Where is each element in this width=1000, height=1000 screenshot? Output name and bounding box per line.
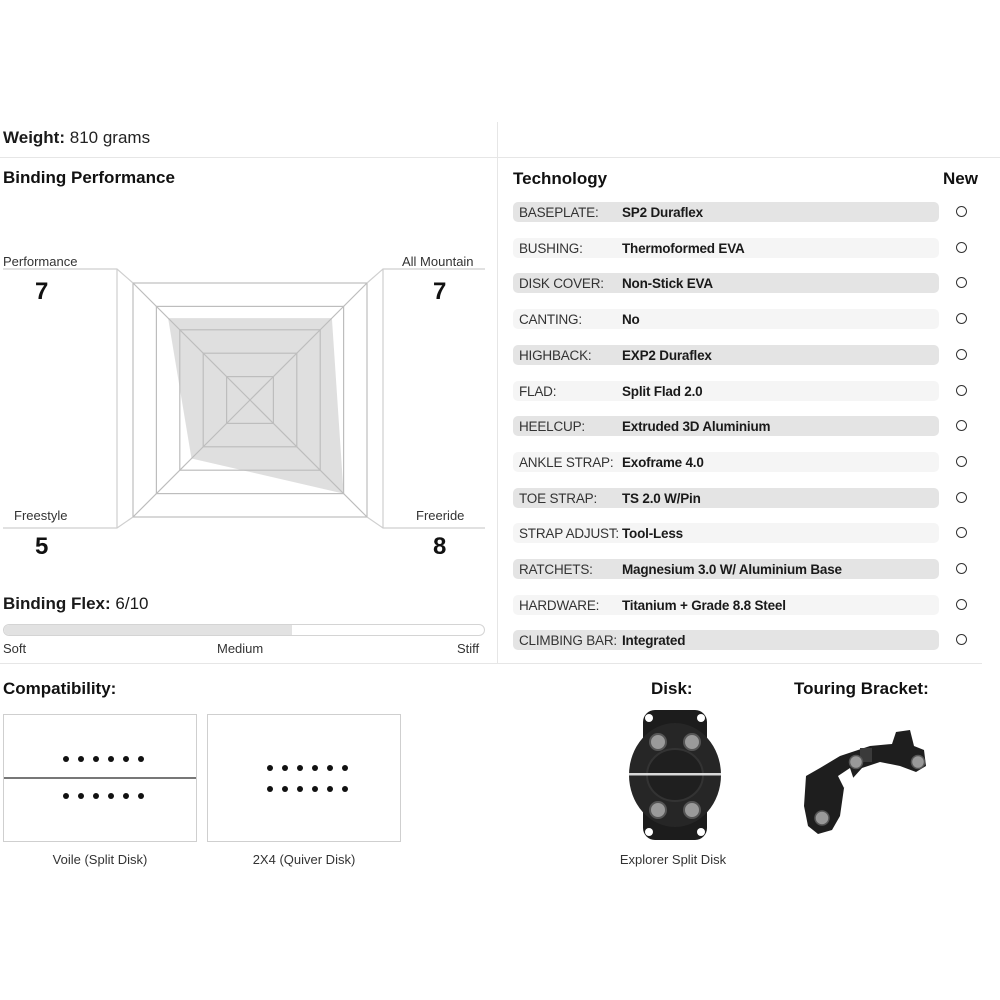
- divider-bottom: [0, 663, 982, 664]
- tech-value: Titanium + Grade 8.8 Steel: [622, 597, 786, 613]
- tech-value: Integrated: [622, 632, 686, 648]
- tech-key: HEELCUP:: [519, 418, 585, 434]
- axis-label-freestyle: Freestyle: [14, 508, 68, 523]
- hole-dot: [312, 786, 318, 792]
- disk-title: Disk:: [651, 679, 693, 698]
- new-indicator-circle-icon: [956, 313, 967, 324]
- axis-value-performance: 7: [35, 278, 49, 305]
- tech-row: [513, 523, 939, 543]
- new-indicator-circle-icon: [956, 385, 967, 396]
- new-column-header: New: [943, 169, 978, 188]
- weight-label: Weight:: [3, 128, 66, 147]
- hole-dot: [78, 756, 84, 762]
- hole-dot: [342, 765, 348, 771]
- tech-key: HIGHBACK:: [519, 347, 592, 363]
- compatibility-title: Compatibility:: [3, 679, 117, 698]
- compat-voile-caption: Voile (Split Disk): [52, 852, 148, 867]
- hole-row-top: [267, 765, 348, 771]
- radar-chart: [0, 260, 497, 540]
- weight: [3, 128, 150, 148]
- tech-value: Split Flad 2.0: [622, 383, 703, 399]
- hole-dot: [78, 793, 84, 799]
- tech-value: Magnesium 3.0 W/ Aluminium Base: [622, 561, 842, 577]
- hole-dot: [108, 756, 114, 762]
- divider-vertical: [497, 122, 498, 663]
- compat-2x4-diagram: [207, 714, 401, 842]
- hole-dot: [267, 786, 273, 792]
- new-indicator-circle-icon: [956, 492, 967, 503]
- tech-value: TS 2.0 W/Pin: [622, 490, 701, 506]
- hole-dot: [123, 793, 129, 799]
- axis-value-all-mountain: 7: [433, 278, 447, 305]
- tech-key: RATCHETS:: [519, 561, 593, 577]
- tech-row: [513, 488, 939, 508]
- tech-row: [513, 452, 939, 472]
- tech-row: [513, 381, 939, 401]
- leader-line-freeride: [367, 517, 485, 528]
- tech-row: [513, 345, 939, 365]
- tech-key: CLIMBING BAR:: [519, 632, 617, 648]
- new-indicator-circle-icon: [956, 563, 967, 574]
- tech-value: Extruded 3D Aluminium: [622, 418, 771, 434]
- compat-2x4-caption: 2X4 (Quiver Disk): [252, 852, 356, 867]
- hole-dot: [138, 793, 144, 799]
- compat-voile-diagram: [3, 714, 197, 842]
- axis-value-freestyle: 5: [35, 533, 49, 560]
- tech-key: FLAD:: [519, 383, 557, 399]
- hole-dot: [297, 765, 303, 771]
- new-indicator-circle-icon: [956, 206, 967, 217]
- flex-scale-medium: Medium: [217, 641, 264, 656]
- new-indicator-circle-icon: [956, 634, 967, 645]
- hole-row-bottom: [267, 786, 348, 792]
- tech-row: [513, 630, 939, 650]
- tech-row: [513, 309, 939, 329]
- divider-weight: [0, 157, 1000, 158]
- tech-row: [513, 238, 939, 258]
- split-disk-image: [625, 706, 725, 844]
- tech-value: Non-Stick EVA: [622, 275, 713, 291]
- hole-dot: [297, 786, 303, 792]
- leader-line-all-mountain: [367, 269, 485, 283]
- tech-row: [513, 559, 939, 579]
- leader-line-freestyle: [3, 517, 133, 528]
- hole-dot: [93, 756, 99, 762]
- tech-key: STRAP ADJUST:: [519, 525, 619, 541]
- hole-dot: [63, 756, 69, 762]
- hole-row-top: [63, 756, 144, 762]
- hole-row-bottom: [63, 793, 144, 799]
- tech-value: No: [622, 311, 640, 327]
- tech-value: SP2 Duraflex: [622, 204, 703, 220]
- hole-dot: [312, 765, 318, 771]
- hole-dot: [282, 786, 288, 792]
- hole-dot: [93, 793, 99, 799]
- tech-row: [513, 273, 939, 293]
- flex-label: Binding Flex:: [3, 594, 111, 613]
- new-indicator-circle-icon: [956, 277, 967, 288]
- flex-bar-fill: [4, 625, 292, 635]
- hole-dot: [123, 756, 129, 762]
- tech-key: BASEPLATE:: [519, 204, 599, 220]
- hole-dot: [108, 793, 114, 799]
- hole-dot: [267, 765, 273, 771]
- tech-value: Thermoformed EVA: [622, 240, 745, 256]
- tech-key: HARDWARE:: [519, 597, 600, 613]
- touring-bracket-title: Touring Bracket:: [794, 679, 929, 698]
- tech-row: [513, 595, 939, 615]
- hole-dot: [327, 765, 333, 771]
- technology-title: Technology: [513, 169, 608, 188]
- split-line: [4, 777, 196, 779]
- touring-bracket-image: [800, 726, 930, 838]
- tech-key: DISK COVER:: [519, 275, 604, 291]
- hole-dot: [342, 786, 348, 792]
- weight-value: 810 grams: [69, 128, 151, 147]
- axis-label-performance: Performance: [3, 254, 78, 269]
- tech-row: [513, 416, 939, 436]
- tech-value: Tool-Less: [622, 525, 683, 541]
- hole-dot: [138, 756, 144, 762]
- hole-dot: [327, 786, 333, 792]
- flex-value: 6/10: [115, 594, 149, 613]
- binding-performance-title: Binding Performance: [3, 168, 175, 187]
- tech-value: EXP2 Duraflex: [622, 347, 712, 363]
- axis-label-all-mountain: All Mountain: [402, 254, 474, 269]
- hole-dot: [282, 765, 288, 771]
- new-indicator-circle-icon: [956, 242, 967, 253]
- tech-key: BUSHING:: [519, 240, 583, 256]
- axis-label-freeride: Freeride: [416, 508, 465, 523]
- new-indicator-circle-icon: [956, 349, 967, 360]
- flex-scale-stiff: Stiff: [457, 641, 480, 656]
- tech-key: TOE STRAP:: [519, 490, 598, 506]
- tech-key: ANKLE STRAP:: [519, 454, 614, 470]
- hole-dot: [63, 793, 69, 799]
- flex-bar: [3, 624, 485, 636]
- leader-line-performance: [3, 269, 133, 283]
- disk-caption: Explorer Split Disk: [619, 852, 727, 867]
- new-indicator-circle-icon: [956, 527, 967, 538]
- tech-key: CANTING:: [519, 311, 582, 327]
- tech-row: [513, 202, 939, 222]
- new-indicator-circle-icon: [956, 420, 967, 431]
- flex-scale-soft: Soft: [3, 641, 27, 656]
- new-indicator-circle-icon: [956, 599, 967, 610]
- tech-value: Exoframe 4.0: [622, 454, 704, 470]
- axis-value-freeride: 8: [433, 533, 447, 560]
- new-indicator-circle-icon: [956, 456, 967, 467]
- binding-flex: [3, 594, 149, 614]
